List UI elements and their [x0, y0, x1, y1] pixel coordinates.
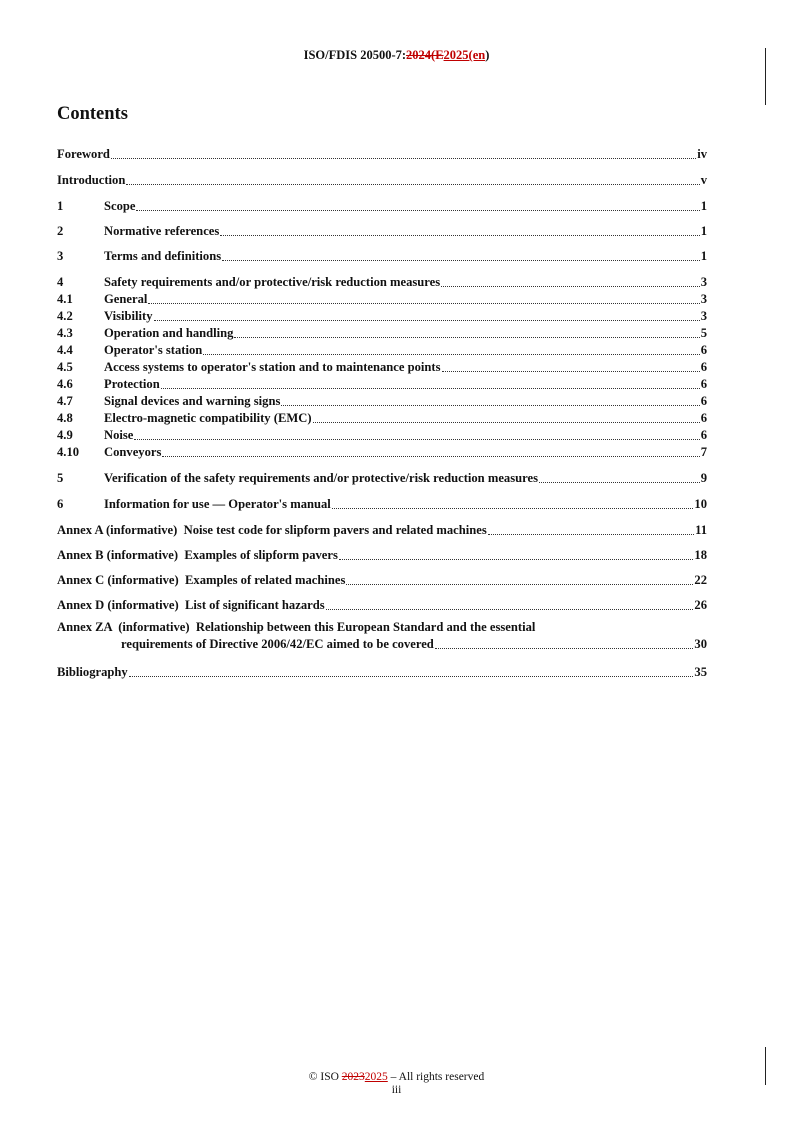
toc-leader [234, 336, 699, 338]
toc-page: 18 [694, 548, 707, 562]
toc-leader [539, 481, 700, 483]
toc-entry-4-1[interactable] [57, 291, 707, 307]
toc-leader [161, 387, 700, 389]
toc-number: 4.7 [57, 394, 73, 408]
toc-entry-terms-definitions[interactable] [57, 248, 707, 264]
toc-entry-annex-za[interactable] [57, 620, 707, 652]
toc-entry-4-2[interactable] [57, 308, 707, 324]
toc-entry-annex-b[interactable] [57, 547, 707, 563]
toc-title: Bibliography [57, 665, 128, 679]
toc-title: General [104, 292, 148, 306]
toc-leader [129, 675, 694, 677]
toc-title: Foreword [57, 147, 110, 161]
toc-page: 7 [700, 445, 707, 459]
toc-page: 5 [700, 326, 707, 340]
toc-page: 6 [700, 428, 707, 442]
toc-entry-4-9[interactable] [57, 427, 707, 443]
header-suffix: ) [485, 48, 490, 62]
toc-entry-bibliography[interactable] [57, 664, 707, 680]
toc-leader [154, 319, 700, 321]
toc-number: 4.4 [57, 343, 73, 357]
toc-title: Visibility [104, 309, 153, 323]
toc-number: 4.1 [57, 292, 73, 306]
toc-title: Introduction [57, 173, 126, 187]
toc-title: Noise [104, 428, 134, 442]
toc-title: Verification of the safety requirements and/or protective/risk reduction measures [104, 471, 538, 485]
toc-title: Normative references [104, 224, 220, 238]
toc-page: 3 [700, 292, 707, 306]
toc-page: 35 [694, 665, 707, 679]
footer-prefix: © ISO [308, 1071, 342, 1083]
toc-entry-4-5[interactable] [57, 359, 707, 375]
toc-entry-scope[interactable] [57, 198, 707, 214]
toc-number: 4.10 [57, 445, 80, 459]
toc-number: 4.5 [57, 360, 73, 374]
toc-page: iv [697, 147, 707, 161]
toc-entry-4-3[interactable] [57, 325, 707, 341]
toc-leader [220, 234, 699, 236]
toc-title: Annex D (informative) List of significant hazards [57, 598, 325, 612]
toc-leader [332, 507, 694, 509]
header-inserted-text: 2025(en [443, 48, 486, 62]
header-prefix: ISO/FDIS 20500-7: [303, 48, 407, 62]
toc-page: 11 [695, 523, 707, 537]
header-deleted-text: 2024(E [406, 48, 444, 62]
toc-leader [148, 302, 699, 304]
toc-entry-4-4[interactable] [57, 342, 707, 358]
toc-title: requirements of Directive 2006/42/EC aimed to be covered [121, 637, 434, 651]
toc-leader [281, 404, 699, 406]
toc-leader [222, 259, 700, 261]
footer-suffix: – All rights reserved [387, 1071, 485, 1083]
toc-page: 1 [700, 199, 707, 213]
toc-entry-verification[interactable] [57, 470, 707, 486]
toc-leader [339, 558, 694, 560]
footer-deleted-year: 2023 [341, 1071, 365, 1083]
toc-number: 3 [57, 249, 64, 263]
toc-title: Terms and definitions [104, 249, 222, 263]
toc-page: 6 [700, 377, 707, 391]
toc-leader [326, 608, 694, 610]
footer-inserted-year: 2025 [364, 1071, 388, 1083]
toc-entry-annex-a[interactable] [57, 522, 707, 538]
toc-entry-foreword[interactable] [57, 146, 707, 162]
toc-title: Annex A (informative) Noise test code for slipform pavers and related machines [57, 523, 487, 537]
toc-title: Operator's station [104, 343, 203, 357]
toc-title: Access systems to operator's station and to maintenance points [104, 360, 441, 374]
toc-title: Conveyors [104, 445, 162, 459]
toc-entry-4-8[interactable] [57, 410, 707, 426]
toc-number: 4.3 [57, 326, 73, 340]
annex-za-line2 [57, 636, 707, 652]
toc-page: 6 [700, 411, 707, 425]
toc-title: Protection [104, 377, 160, 391]
toc-number: 2 [57, 224, 64, 238]
toc-leader [435, 647, 694, 649]
toc-leader [346, 583, 693, 585]
toc-entry-introduction[interactable] [57, 172, 707, 188]
toc-number: 4.8 [57, 411, 73, 425]
toc-title: Operation and handling [104, 326, 234, 340]
toc-leader [126, 183, 699, 185]
toc-page: 6 [700, 360, 707, 374]
page-number: iii [391, 1084, 402, 1096]
toc-leader [442, 370, 700, 372]
toc-number: 4.2 [57, 309, 73, 323]
toc-title: Scope [104, 199, 136, 213]
contents-title: Contents [57, 104, 128, 124]
toc-leader [134, 438, 699, 440]
toc-page: 6 [700, 394, 707, 408]
toc-leader [488, 533, 694, 535]
change-bar-top [765, 48, 766, 105]
toc-entry-4-6[interactable] [57, 376, 707, 392]
toc-leader [313, 421, 700, 423]
toc-number: 1 [57, 199, 64, 213]
toc-entry-normative-references[interactable] [57, 223, 707, 239]
toc-leader [441, 285, 700, 287]
toc-entry-4-7[interactable] [57, 393, 707, 409]
toc-title: Annex B (informative) Examples of slipform pavers [57, 548, 338, 562]
toc-page: 1 [700, 224, 707, 238]
document-footer [0, 1071, 793, 1097]
toc-page: 3 [700, 309, 707, 323]
toc-entry-safety-requirements[interactable] [57, 274, 707, 290]
toc-leader [162, 455, 699, 457]
toc-title: Annex C (informative) Examples of related machines [57, 573, 346, 587]
annex-za-line1: Annex ZA (informative) Relationship between this European Standard and the essential [57, 620, 536, 634]
toc-page: 26 [694, 598, 707, 612]
toc-page: v [700, 173, 707, 187]
toc-number: 6 [57, 497, 64, 511]
toc-entry-annex-d[interactable] [57, 597, 707, 613]
toc-page: 22 [694, 573, 707, 587]
copyright-line [0, 1071, 793, 1084]
toc-leader [136, 209, 699, 211]
toc-entry-annex-c[interactable] [57, 572, 707, 588]
toc-page: 9 [700, 471, 707, 485]
toc-page: 3 [700, 275, 707, 289]
toc-page: 30 [694, 637, 707, 651]
document-header [0, 48, 793, 63]
toc-leader [111, 157, 696, 159]
toc-number: 4.6 [57, 377, 73, 391]
toc-number: 4 [57, 275, 64, 289]
toc-number: 5 [57, 471, 64, 485]
toc-title: Electro-magnetic compatibility (EMC) [104, 411, 312, 425]
toc-page: 1 [700, 249, 707, 263]
toc-entry-4-10[interactable] [57, 444, 707, 460]
toc-leader [203, 353, 699, 355]
toc-entry-information-for-use[interactable] [57, 496, 707, 512]
toc-title: Information for use — Operator's manual [104, 497, 331, 511]
toc-title: Signal devices and warning signs [104, 394, 281, 408]
toc-number: 4.9 [57, 428, 73, 442]
toc-page: 10 [694, 497, 707, 511]
toc-page: 6 [700, 343, 707, 357]
toc-title: Safety requirements and/or protective/risk reduction measures [104, 275, 441, 289]
